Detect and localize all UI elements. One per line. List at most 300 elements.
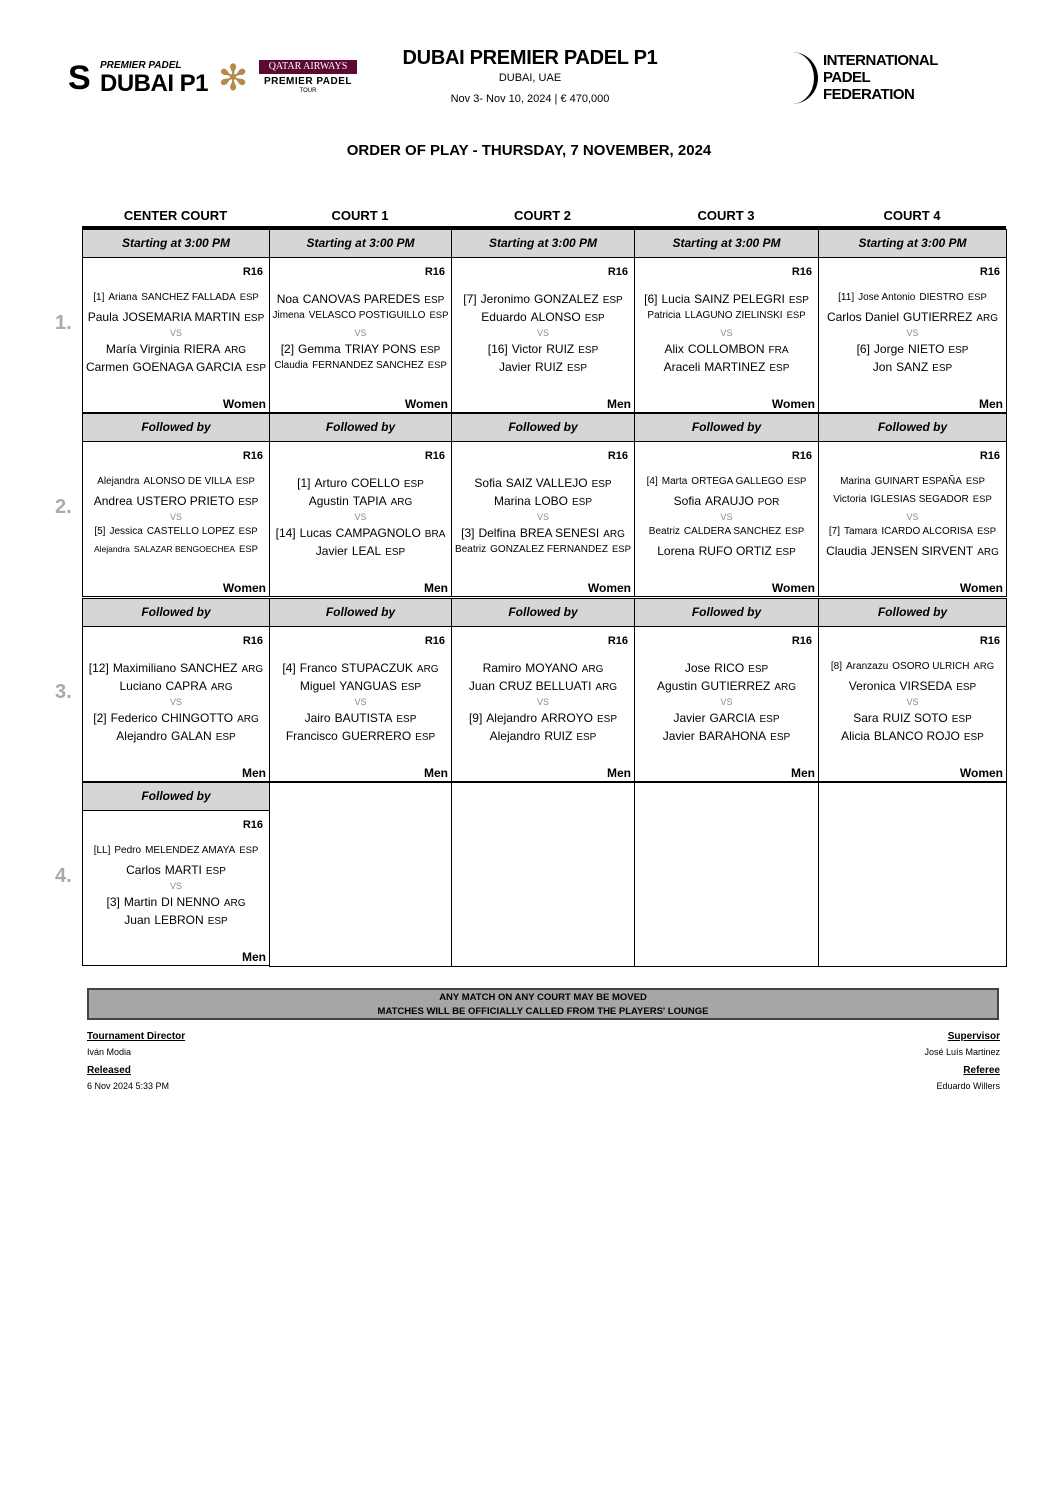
player-seed: [4] — [282, 661, 296, 675]
player-last-name: GARCIA — [709, 711, 756, 725]
player-first-name: Lorena — [657, 544, 695, 558]
player-seed: [1] — [297, 476, 311, 490]
vs-label: VS — [720, 328, 733, 338]
player-first-name: Lucia — [661, 292, 691, 306]
match-round: R16 — [979, 266, 1000, 278]
player-last-name: LEAL — [351, 544, 382, 558]
player-last-name: RUIZ — [535, 360, 563, 374]
player-first-name: Alejandra — [93, 544, 130, 554]
player-first-name: Francisco — [285, 729, 338, 743]
player-first-name: Andrea — [93, 494, 133, 508]
player-last-name: LLAGUNO ZIELINSKI — [684, 310, 783, 321]
followed-by-bar: Followed by — [82, 413, 270, 442]
player-last-name: TRIAY PONS — [344, 342, 417, 356]
player-name — [819, 310, 1006, 324]
player-last-name: GUINART ESPAÑA — [874, 476, 962, 487]
player-last-name: RIERA — [183, 342, 221, 356]
tournament-location: DUBAI, UAE — [498, 72, 562, 84]
player-name — [452, 711, 634, 725]
followed-by-bar: Followed by — [269, 598, 452, 627]
player-seed: [3] — [461, 526, 475, 540]
player-first-name: Claudia — [826, 544, 867, 558]
player-first-name: Pedro — [114, 845, 142, 856]
player-name — [819, 360, 1006, 374]
player-nationality: ESP — [602, 295, 623, 306]
player-name — [819, 661, 1006, 672]
player-last-name: DI NENNO — [161, 895, 220, 909]
player-name — [819, 292, 1006, 303]
player-first-name: Eduardo — [481, 310, 527, 324]
start-time-bar: Starting at 3:00 PM — [82, 229, 270, 258]
match-cell[interactable] — [451, 441, 635, 597]
player-name — [270, 476, 451, 490]
match-cell[interactable] — [82, 626, 270, 782]
player-last-name: GUERRERO — [341, 729, 412, 743]
player-first-name: Ramiro — [482, 661, 522, 675]
notice-line: ANY MATCH ON ANY COURT MAY BE MOVED — [439, 992, 647, 1003]
match-category: Women — [771, 581, 815, 595]
vs-label: VS — [536, 512, 549, 522]
player-last-name: SANCHEZ FALLADA — [141, 292, 236, 303]
player-nationality: ESP — [385, 547, 406, 558]
player-seed: [16] — [487, 342, 508, 356]
tour-logo-text: TOUR — [299, 88, 317, 94]
player-seed: [2] — [93, 711, 107, 725]
player-first-name: Jon — [872, 360, 893, 374]
player-last-name: VIRSEDA — [899, 679, 953, 693]
player-last-name: DIESTRO — [919, 292, 964, 303]
player-nationality: ARG — [976, 313, 999, 324]
player-nationality: ESP — [403, 479, 424, 490]
player-name — [270, 342, 451, 356]
player-last-name: LEBRON — [154, 913, 204, 927]
player-last-name: IGLESIAS SEGADOR — [870, 494, 969, 505]
court-header: COURT 3 — [697, 208, 755, 223]
player-last-name: FERNANDEZ SANCHEZ — [312, 360, 424, 371]
player-first-name: Jose — [684, 661, 711, 675]
player-first-name: Lucas — [299, 526, 332, 540]
logo-text: PREMIER PADEL — [100, 60, 182, 71]
player-nationality: ESP — [785, 526, 805, 537]
player-name — [83, 679, 269, 693]
player-name — [452, 494, 634, 508]
vs-label: VS — [906, 697, 919, 707]
player-first-name: Maximiliano — [112, 661, 177, 675]
match-cell[interactable] — [818, 626, 1007, 782]
player-first-name: Marina — [493, 494, 531, 508]
match-round: R16 — [607, 266, 628, 278]
player-name — [635, 679, 818, 693]
court-header: COURT 2 — [513, 208, 572, 223]
player-nationality: ARG — [595, 682, 618, 693]
start-time-bar: Starting at 3:00 PM — [451, 229, 635, 258]
player-first-name: Veronica — [848, 679, 896, 693]
player-nationality: ESP — [576, 732, 597, 743]
player-last-name: SALAZAR BENGOECHEA — [133, 544, 235, 554]
player-last-name: BARAHONA — [698, 729, 767, 743]
player-nationality: FRA — [768, 345, 789, 356]
released-label: Released — [87, 1065, 131, 1076]
vs-label: VS — [906, 328, 919, 338]
player-last-name: BAUTISTA — [334, 711, 393, 725]
player-name — [452, 661, 634, 675]
match-cell[interactable] — [269, 626, 452, 782]
player-first-name: María Virginia — [105, 342, 180, 356]
match-category: Men — [424, 766, 448, 780]
player-first-name: Marta — [661, 476, 688, 487]
player-seed: [12] — [88, 661, 109, 675]
player-nationality: ESP — [591, 479, 612, 490]
player-name — [819, 526, 1006, 537]
player-name — [819, 711, 1006, 725]
match-round: R16 — [424, 635, 445, 647]
player-nationality: ESP — [246, 363, 267, 374]
player-first-name: Agustin — [308, 494, 349, 508]
player-name — [635, 544, 818, 558]
vs-label: VS — [354, 697, 367, 707]
match-category: Women — [771, 397, 815, 411]
player-last-name: MOYANO — [525, 661, 578, 675]
logo-text: INTERNATIONAL — [823, 52, 938, 69]
player-last-name: BLANCO ROJO — [873, 729, 960, 743]
player-first-name: Claudia — [274, 360, 309, 371]
player-name — [452, 310, 634, 324]
player-last-name: RUIZ SOTO — [882, 711, 948, 725]
premier-padel-logo-icon: S — [68, 59, 91, 97]
vs-label: VS — [169, 881, 182, 891]
player-last-name: CAMPAGNOLO — [335, 526, 421, 540]
player-first-name: Javier — [673, 711, 706, 725]
player-nationality: ESP — [207, 916, 228, 927]
player-name — [83, 895, 269, 909]
player-nationality: ESP — [429, 310, 449, 321]
match-round: R16 — [607, 635, 628, 647]
player-last-name: USTERO PRIETO — [136, 494, 235, 508]
match-cell[interactable] — [269, 441, 452, 597]
player-nationality: ESP — [567, 363, 588, 374]
player-nationality: ESP — [748, 664, 769, 675]
player-last-name: RICO — [714, 661, 745, 675]
match-category: Men — [424, 581, 448, 595]
player-first-name: Noa — [276, 292, 299, 306]
player-first-name: Marina — [840, 476, 871, 487]
match-cell[interactable] — [82, 441, 270, 597]
match-category: Men — [607, 766, 631, 780]
player-name — [635, 729, 818, 743]
match-category: Men — [607, 397, 631, 411]
player-name — [270, 661, 451, 675]
player-name — [452, 342, 634, 356]
player-name — [452, 729, 634, 743]
player-nationality: ESP — [759, 714, 780, 725]
player-last-name: ARROYO — [541, 711, 594, 725]
vs-label: VS — [354, 328, 367, 338]
player-nationality: ARG — [581, 664, 604, 675]
player-nationality: ESP — [239, 292, 259, 303]
followed-by-bar: Followed by — [818, 598, 1007, 627]
match-round: R16 — [242, 266, 263, 278]
player-last-name: ALONSO — [530, 310, 581, 324]
player-first-name: Franco — [299, 661, 338, 675]
match-category: Men — [242, 950, 266, 964]
player-last-name: ORTEGA GALLEGO — [691, 476, 784, 487]
order-of-play-heading: ORDER OF PLAY - THURSDAY, 7 NOVEMBER, 2024 — [346, 142, 712, 159]
player-nationality: ESP — [963, 732, 984, 743]
player-last-name: ALONSO DE VILLA — [143, 476, 232, 487]
player-first-name: Jeronimo — [480, 292, 530, 306]
player-name — [270, 679, 451, 693]
player-first-name: Carmen — [85, 360, 129, 374]
player-last-name: MELENDEZ AMAYA — [145, 845, 236, 856]
player-first-name: Alicia — [841, 729, 870, 743]
player-last-name: MARTI — [164, 863, 202, 877]
player-name — [83, 310, 269, 324]
player-name — [819, 679, 1006, 693]
supervisor-name: José Luís Martinez — [924, 1047, 1000, 1057]
player-last-name: YANGUAS — [339, 679, 398, 693]
player-first-name: Sofia — [474, 476, 502, 490]
match-cell[interactable] — [82, 257, 270, 413]
match-cell[interactable] — [818, 257, 1007, 413]
match-category: Men — [979, 397, 1003, 411]
player-seed: [3] — [106, 895, 120, 909]
player-last-name: SAIZ VALLEJO — [505, 476, 588, 490]
notice-line: MATCHES WILL BE OFFICIALLY CALLED FROM THE PLAYERS' LOUNGE — [377, 1006, 709, 1017]
player-nationality: ESP — [951, 714, 972, 725]
player-first-name: Aranzazu — [846, 661, 889, 672]
player-name — [83, 729, 269, 743]
player-last-name: CASTELLO LOPEZ — [146, 526, 235, 537]
match-round: R16 — [424, 266, 445, 278]
player-last-name: GONZALEZ — [534, 292, 599, 306]
followed-by-bar: Followed by — [634, 598, 819, 627]
match-category: Women — [959, 581, 1003, 595]
player-first-name: Juan — [468, 679, 495, 693]
player-nationality: ESP — [401, 682, 422, 693]
vs-label: VS — [906, 512, 919, 522]
notice-banner — [87, 988, 999, 1020]
slot-number: 3. — [55, 681, 72, 703]
player-last-name: GOENAGA GARCIA — [132, 360, 243, 374]
player-name — [819, 476, 1006, 487]
player-nationality: ESP — [948, 345, 969, 356]
followed-by-bar: Followed by — [82, 782, 270, 811]
player-nationality: ESP — [977, 526, 997, 537]
player-nationality: ARG — [237, 714, 259, 725]
player-first-name: Martin — [123, 895, 158, 909]
match-category: Men — [791, 766, 815, 780]
player-last-name: TAPIA — [352, 494, 387, 508]
referee-name: Eduardo Willers — [936, 1081, 1000, 1091]
player-last-name: GONZALEZ FERNANDEZ — [490, 544, 608, 555]
player-nationality: ESP — [956, 682, 977, 693]
player-name — [452, 526, 634, 540]
player-first-name: Alejandro — [486, 711, 537, 725]
player-name — [83, 913, 269, 927]
player-first-name: Alejandra — [97, 476, 140, 487]
match-round: R16 — [791, 450, 812, 462]
player-name — [452, 360, 634, 374]
player-seed: [6] — [644, 292, 658, 306]
released-time: 6 Nov 2024 5:33 PM — [87, 1081, 170, 1091]
player-first-name: Javier — [315, 544, 348, 558]
player-last-name: GUTIERREZ — [903, 310, 973, 324]
player-nationality: ESP — [235, 476, 255, 487]
player-name — [83, 494, 269, 508]
player-nationality: ESP — [424, 295, 445, 306]
player-nationality: ARG — [224, 345, 247, 356]
supervisor-label: Supervisor — [947, 1031, 1000, 1042]
player-last-name: RUFO ORTIZ — [698, 544, 772, 558]
player-name — [270, 526, 451, 540]
player-nationality: ESP — [769, 363, 790, 374]
player-first-name: Alejandro — [116, 729, 167, 743]
player-name — [635, 310, 818, 321]
player-nationality: BRA — [424, 529, 446, 540]
match-cell[interactable] — [269, 257, 452, 413]
player-name — [83, 544, 269, 555]
slot-number: 1. — [55, 312, 72, 334]
player-first-name: Luciano — [119, 679, 162, 693]
player-nationality: ARG — [241, 664, 264, 675]
logo-text: DUBAI P1 — [100, 70, 209, 97]
court-header: COURT 4 — [883, 208, 941, 223]
player-nationality: ESP — [396, 714, 417, 725]
match-cell[interactable] — [82, 810, 270, 966]
player-nationality: ARG — [223, 898, 246, 909]
player-nationality: ESP — [420, 345, 441, 356]
player-first-name: Ariana — [108, 292, 138, 303]
player-first-name: Victoria — [833, 494, 867, 505]
player-last-name: COELLO — [351, 476, 400, 490]
player-last-name: RUIZ — [546, 342, 575, 356]
player-name — [83, 526, 269, 537]
match-round: R16 — [424, 450, 445, 462]
match-cell[interactable] — [634, 257, 819, 413]
player-nationality: ESP — [238, 497, 259, 508]
player-name — [452, 292, 634, 306]
player-nationality: ESP — [244, 313, 265, 324]
player-last-name: VELASCO POSTIGUILLO — [308, 310, 426, 321]
player-nationality: ARG — [210, 682, 233, 693]
player-seed: [8] — [830, 661, 843, 672]
player-name — [452, 476, 634, 490]
player-nationality: ARG — [416, 664, 439, 675]
followed-by-bar: Followed by — [451, 413, 635, 442]
player-nationality: ESP — [415, 732, 436, 743]
vs-label: VS — [720, 512, 733, 522]
player-nationality: ESP — [932, 363, 953, 374]
player-nationality: ESP — [239, 544, 259, 555]
player-nationality: ARG — [774, 682, 797, 693]
player-name — [270, 711, 451, 725]
player-name — [83, 661, 269, 675]
match-cell[interactable] — [818, 441, 1007, 597]
player-last-name: CAPRA — [165, 679, 207, 693]
match-cell[interactable] — [634, 441, 819, 597]
player-last-name: GUTIERREZ — [701, 679, 771, 693]
player-nationality: ESP — [972, 494, 992, 505]
player-name — [635, 711, 818, 725]
player-first-name: Juan — [124, 913, 151, 927]
player-first-name: Araceli — [663, 360, 701, 374]
player-seed: [6] — [856, 342, 870, 356]
player-nationality: ESP — [786, 310, 806, 321]
player-name — [635, 661, 818, 675]
player-first-name: Alejandro — [489, 729, 541, 743]
player-name — [635, 476, 818, 487]
player-nationality: ESP — [584, 313, 605, 324]
empty-cell — [269, 782, 452, 967]
match-category: Women — [587, 581, 631, 595]
player-last-name: JOSEMARIA MARTIN — [122, 310, 241, 324]
slot-number: 2. — [55, 496, 72, 518]
empty-cell — [634, 782, 819, 967]
logo-text: FEDERATION — [823, 86, 915, 103]
player-first-name: Beatriz — [648, 526, 680, 537]
player-name — [819, 342, 1006, 356]
tournament-dates: Nov 3- Nov 10, 2024 | € 470,000 — [450, 93, 610, 105]
player-last-name: RUIZ — [544, 729, 573, 743]
player-first-name: Jimena — [272, 310, 305, 321]
player-last-name: GALAN — [171, 729, 212, 743]
match-round: R16 — [979, 450, 1000, 462]
player-first-name: Javier — [662, 729, 695, 743]
player-nationality: ESP — [787, 476, 807, 487]
tournament-title: DUBAI PREMIER PADEL P1 — [402, 47, 658, 69]
player-name — [83, 292, 269, 303]
player-nationality: ARG — [390, 497, 413, 508]
player-name — [452, 679, 634, 693]
player-first-name: Jessica — [109, 526, 143, 537]
vs-label: VS — [169, 697, 182, 707]
match-round: R16 — [979, 635, 1000, 647]
match-category: Women — [959, 766, 1003, 780]
player-last-name: LOBO — [534, 494, 569, 508]
player-nationality: ESP — [238, 526, 258, 537]
player-last-name: SANCHEZ — [180, 661, 238, 675]
player-name — [635, 360, 818, 374]
followed-by-bar: Followed by — [451, 598, 635, 627]
player-nationality: ESP — [788, 295, 809, 306]
vs-label: VS — [169, 328, 182, 338]
player-nationality: ARG — [973, 661, 995, 672]
player-name — [819, 544, 1006, 558]
player-seed: [4] — [646, 476, 658, 487]
match-cell[interactable] — [451, 626, 635, 782]
player-first-name: Jorge — [873, 342, 904, 356]
player-seed: [5] — [94, 526, 106, 537]
followed-by-bar: Followed by — [634, 413, 819, 442]
director-name: Iván Modia — [87, 1047, 132, 1057]
player-first-name: Victor — [511, 342, 543, 356]
qatar-airways-logo: QATAR AIRWAYS — [259, 60, 357, 74]
match-cell[interactable] — [451, 257, 635, 413]
player-last-name: SAINZ PELEGRI — [694, 292, 785, 306]
court-header: COURT 1 — [331, 208, 389, 223]
director-label: Tournament Director — [87, 1031, 186, 1042]
match-round: R16 — [242, 450, 263, 462]
referee-label: Referee — [963, 1065, 1000, 1076]
player-nationality: ESP — [775, 547, 796, 558]
player-nationality: ESP — [578, 345, 599, 356]
player-seed: [14] — [275, 526, 296, 540]
vs-label: VS — [720, 697, 733, 707]
player-first-name: Paula — [87, 310, 119, 324]
vs-label: VS — [536, 697, 549, 707]
match-cell[interactable] — [634, 626, 819, 782]
player-name — [83, 845, 269, 856]
